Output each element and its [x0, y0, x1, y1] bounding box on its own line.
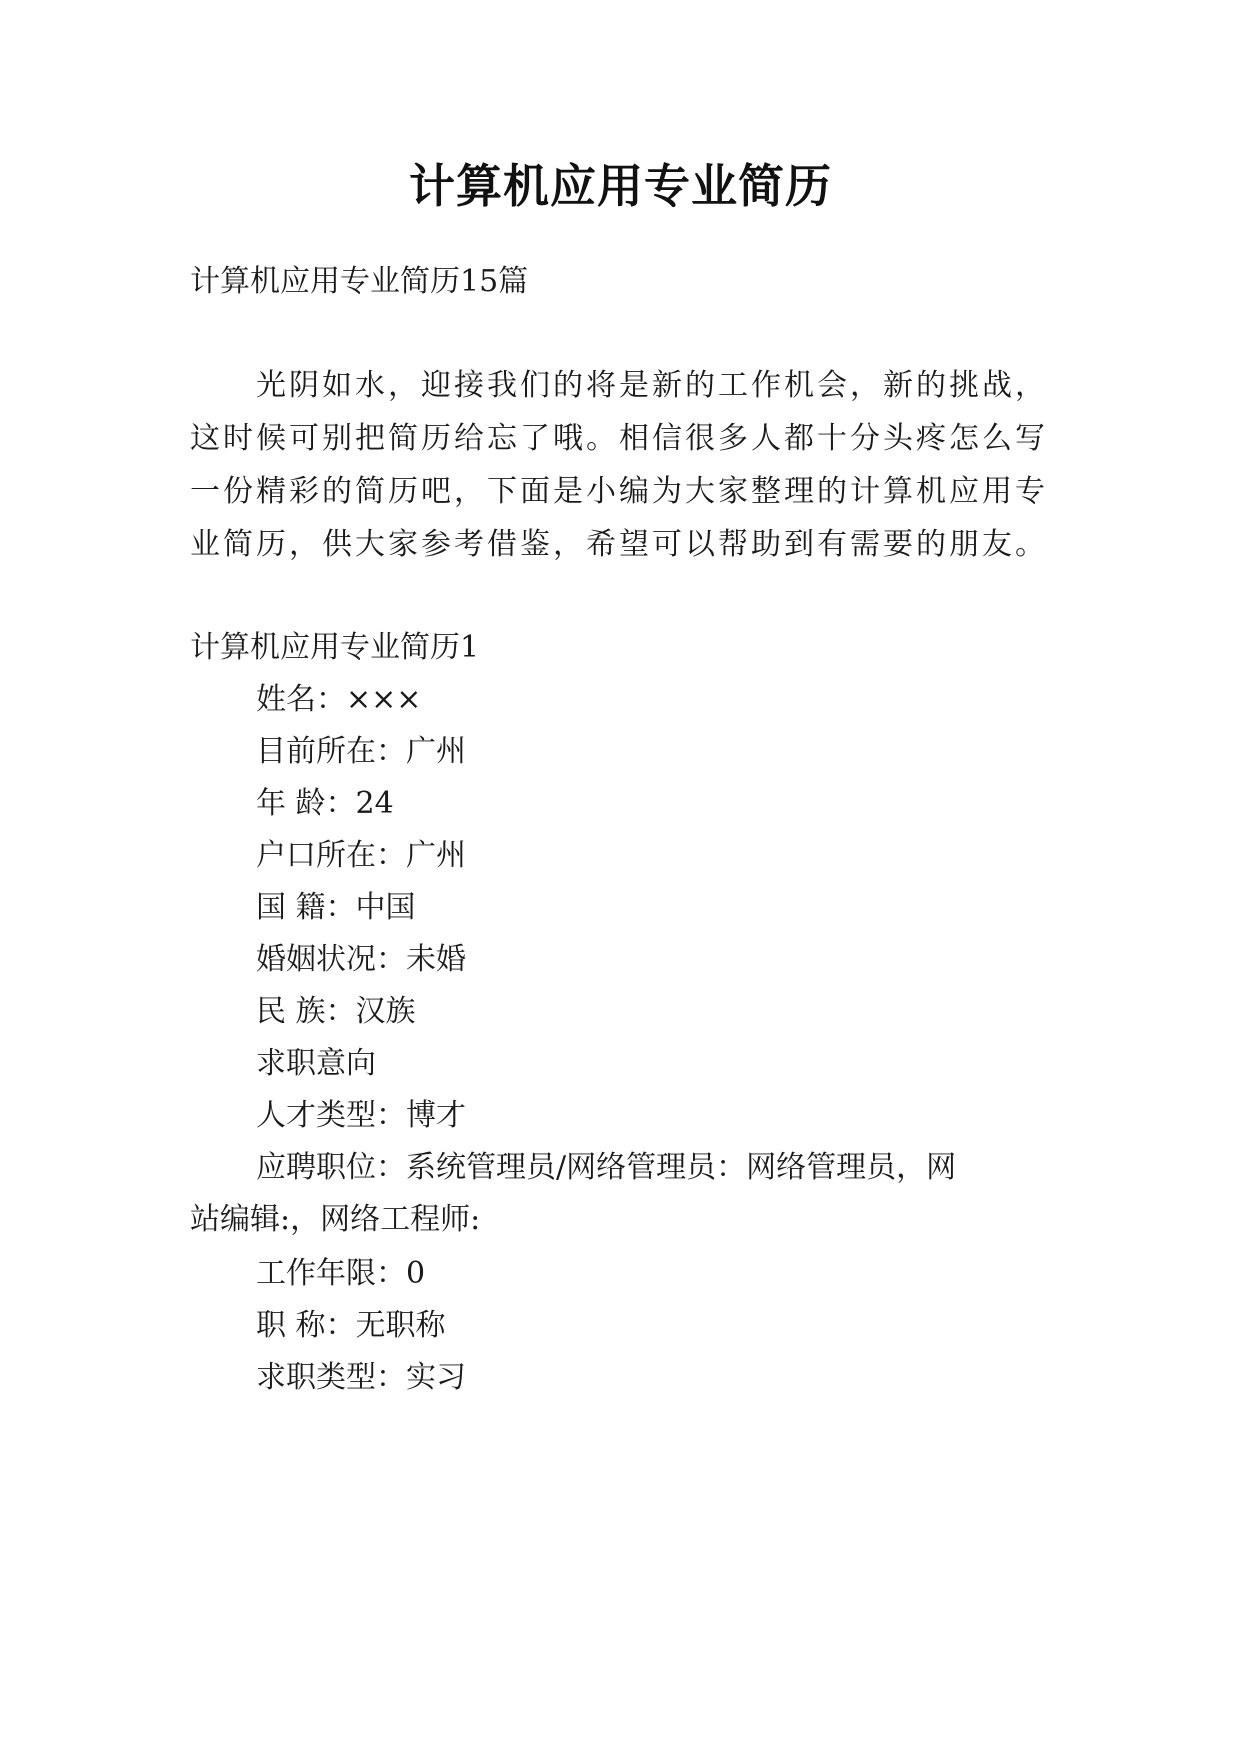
intro-line-3: 一份精彩的简历吧，下面是小编为大家整理的计算机应用专 [190, 474, 1048, 509]
field-title: 职 称：无职称 [256, 1308, 446, 1343]
field-position-continued: 站编辑:，网络工程师: [190, 1202, 481, 1237]
field-work-years: 工作年限：0 [256, 1256, 426, 1291]
field-hukou-location: 户口所在：广州 [256, 838, 466, 873]
field-name: 姓名：××× [256, 682, 422, 717]
section-heading: 计算机应用专业简历1 [190, 630, 480, 665]
field-marital-status: 婚姻状况：未婚 [256, 942, 466, 977]
document-subtitle: 计算机应用专业简历15篇 [190, 264, 529, 299]
intro-line-4: 业简历，供大家参考借鉴，希望可以帮助到有需要的朋友。 [190, 527, 1048, 562]
intro-line-1: 光阴如水，迎接我们的将是新的工作机会，新的挑战， [256, 368, 1048, 403]
field-talent-type: 人才类型：博才 [256, 1098, 466, 1133]
field-job-intention: 求职意向 [256, 1046, 376, 1081]
document-title: 计算机应用专业简历 [409, 159, 832, 213]
field-ethnicity: 民 族：汉族 [256, 994, 416, 1029]
field-nationality: 国 籍：中国 [256, 890, 416, 925]
field-age: 年 龄：24 [256, 786, 394, 821]
intro-line-2: 这时候可别把简历给忘了哦。相信很多人都十分头疼怎么写 [190, 421, 1048, 456]
field-position: 应聘职位：系统管理员/网络管理员：网络管理员，网 [256, 1150, 957, 1185]
field-job-type: 求职类型：实习 [256, 1360, 466, 1395]
field-current-location: 目前所在：广州 [256, 734, 466, 769]
